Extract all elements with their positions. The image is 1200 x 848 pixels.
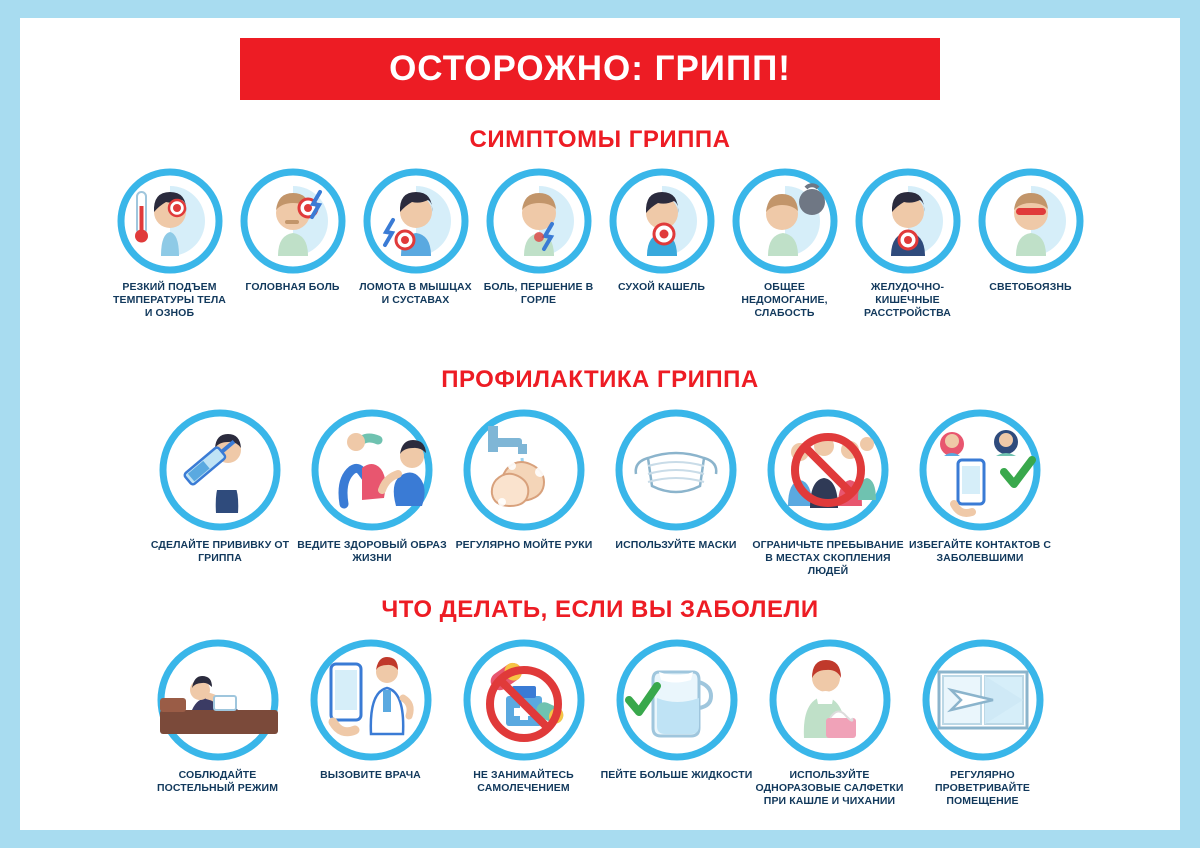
poster-title-banner xyxy=(240,38,940,100)
wash-hands-icon xyxy=(462,408,586,532)
prevention-row xyxy=(20,408,1180,578)
poster-sheet xyxy=(20,18,1180,830)
stomach-upset-icon xyxy=(855,168,961,274)
muscle-joint-pain-icon xyxy=(363,168,469,274)
symptom-item xyxy=(354,168,477,307)
symptoms-row xyxy=(20,168,1180,320)
symptom-item xyxy=(231,168,354,294)
symptom-item xyxy=(108,168,231,320)
symptom-caption: СВЕТОБОЯЗНЬ xyxy=(989,281,1072,293)
thermometer-fever-icon xyxy=(117,168,223,274)
ventilate-room-icon xyxy=(921,638,1045,762)
if-sick-item xyxy=(141,638,294,795)
prevention-caption: СДЕЛАЙТЕ ПРИВИВКУ ОТ ГРИППА xyxy=(150,539,290,565)
section-heading-if-sick: ЧТО ДЕЛАТЬ, ЕСЛИ ВЫ ЗАБОЛЕЛИ xyxy=(381,596,819,623)
symptom-caption: РЕЗКИЙ ПОДЪЕМ ТЕМПЕРАТУРЫ ТЕЛА И ОЗНОБ xyxy=(113,281,226,320)
if-sick-item xyxy=(753,638,906,808)
if-sick-item xyxy=(600,638,753,782)
symptom-item xyxy=(846,168,969,320)
if-sick-item xyxy=(447,638,600,795)
prevention-item xyxy=(904,408,1056,565)
use-tissues-icon xyxy=(768,638,892,762)
photophobia-icon xyxy=(978,168,1084,274)
if-sick-item xyxy=(294,638,447,782)
symptom-item xyxy=(477,168,600,307)
headache-icon xyxy=(240,168,346,274)
symptom-caption: ЛОМОТА В МЫШЦАХ И СУСТАВАХ xyxy=(359,281,472,307)
if-sick-caption: ИСПОЛЬЗУЙТЕ ОДНОРАЗОВЫЕ САЛФЕТКИ ПРИ КАШЛЕ И ЧИХАНИИ xyxy=(755,769,904,808)
if-sick-caption: ВЫЗОВИТЕ ВРАЧА xyxy=(320,769,421,781)
symptom-item xyxy=(600,168,723,294)
section-heading-symptoms: СИМПТОМЫ ГРИППА xyxy=(469,126,731,153)
no-self-medication-icon xyxy=(462,638,586,762)
weakness-icon xyxy=(732,168,838,274)
healthy-lifestyle-icon xyxy=(310,408,434,532)
symptom-item xyxy=(723,168,846,320)
prevention-item xyxy=(600,408,752,552)
symptom-caption: СУХОЙ КАШЕЛЬ xyxy=(618,281,705,293)
call-doctor-icon xyxy=(309,638,433,762)
prevention-item xyxy=(752,408,904,578)
if-sick-row xyxy=(20,638,1180,808)
sore-throat-icon xyxy=(486,168,592,274)
if-sick-caption: СОБЛЮДАЙТЕ ПОСТЕЛЬНЫЙ РЕЖИМ xyxy=(156,769,279,795)
symptom-caption: БОЛЬ, ПЕРШЕНИЕ В ГОРЛЕ xyxy=(483,281,594,307)
dry-cough-icon xyxy=(609,168,715,274)
symptom-item xyxy=(969,168,1092,294)
page-title: ОСТОРОЖНО: ГРИПП! xyxy=(389,49,791,88)
avoid-crowds-icon xyxy=(766,408,890,532)
vaccination-icon xyxy=(158,408,282,532)
if-sick-caption: ПЕЙТЕ БОЛЬШЕ ЖИДКОСТИ xyxy=(600,769,753,781)
if-sick-item xyxy=(906,638,1059,808)
bed-rest-icon xyxy=(156,638,280,762)
prevention-item xyxy=(144,408,296,565)
symptom-caption: ЖЕЛУДОЧНО-КИШЕЧНЫЕ РАССТРОЙСТВА xyxy=(864,281,951,320)
if-sick-caption: НЕ ЗАНИМАЙТЕСЬ САМОЛЕЧЕНИЕМ xyxy=(473,769,574,795)
avoid-sick-contacts-icon xyxy=(918,408,1042,532)
prevention-item xyxy=(448,408,600,552)
prevention-caption: ОГРАНИЧЬТЕ ПРЕБЫВАНИЕ В МЕСТАХ СКОПЛЕНИЯ ЛЮДЕЙ xyxy=(752,539,904,578)
section-symptoms xyxy=(20,126,1180,320)
section-if-sick xyxy=(20,596,1180,808)
face-mask-icon xyxy=(614,408,738,532)
section-heading-prevention: ПРОФИЛАКТИКА ГРИППА xyxy=(441,366,759,393)
symptom-caption: ГОЛОВНАЯ БОЛЬ xyxy=(245,281,340,293)
prevention-caption: ИЗБЕГАЙТЕ КОНТАКТОВ С ЗАБОЛЕВШИМИ xyxy=(908,539,1052,565)
prevention-item xyxy=(296,408,448,565)
prevention-caption: ИСПОЛЬЗУЙТЕ МАСКИ xyxy=(615,539,737,551)
prevention-caption: ВЕДИТЕ ЗДОРОВЫЙ ОБРАЗ ЖИЗНИ xyxy=(297,539,447,565)
drink-fluids-icon xyxy=(615,638,739,762)
section-prevention xyxy=(20,366,1180,578)
prevention-caption: РЕГУЛЯРНО МОЙТЕ РУКИ xyxy=(455,539,593,551)
if-sick-caption: РЕГУЛЯРНО ПРОВЕТРИВАЙТЕ ПОМЕЩЕНИЕ xyxy=(934,769,1031,808)
symptom-caption: ОБЩЕЕ НЕДОМОГАНИЕ, СЛАБОСТЬ xyxy=(741,281,828,320)
